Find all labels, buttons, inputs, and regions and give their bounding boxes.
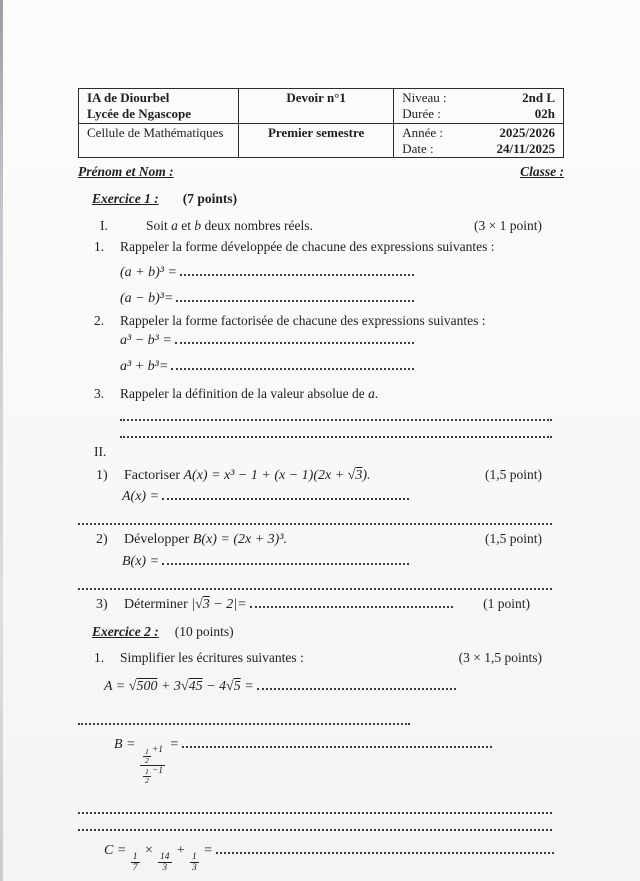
item-3-points: (1 point): [483, 596, 530, 612]
formula-a3-plus-b3-expr: a³ + b³=: [120, 359, 169, 375]
ex2-question-1-text: Simplifier les écritures suivantes :: [120, 649, 304, 665]
meta-duree-label: Durée :: [402, 105, 441, 121]
exam-title-cell: [239, 89, 394, 124]
question-3-number: 3.: [94, 385, 105, 401]
exercise1-points: (7 points): [182, 190, 238, 206]
meta-niveau: [402, 90, 555, 106]
formula-a-plus-b-cube-expr: (a + b)³ =: [120, 264, 177, 280]
answer-blank: [176, 289, 414, 302]
item-1-line: [96, 466, 564, 485]
formula-C: [104, 841, 564, 872]
answer-blank: [180, 263, 414, 276]
exercise1-heading: [92, 190, 564, 208]
item-2-line: [96, 530, 564, 549]
formula-a-minus-b-cube-expr: (a − b)³=: [120, 291, 174, 307]
name-label: Prénom et Nom :: [78, 164, 174, 180]
part-I-intro: Soit a et b deux nombres réels.: [146, 217, 313, 233]
answer-blank: [78, 508, 552, 525]
item-2-number: 2): [96, 532, 108, 548]
class-label: Classe :: [520, 164, 564, 180]
meta-date-label: Date :: [402, 140, 434, 156]
item-1-statement: Factoriser A(x) = x³ − 1 + (x − 1)(2x + √3).: [124, 467, 371, 483]
school-name-line2: Lycée de Ngascope: [87, 105, 191, 121]
ex2-question-1-points: (3 × 1,5 points): [458, 649, 542, 665]
exam-header-table: [78, 88, 564, 158]
meta-duree: [402, 106, 555, 122]
formula-a3-plus-b3: [120, 357, 564, 376]
question-3-line: [94, 385, 564, 403]
semester-label: Premier semestre: [267, 124, 365, 140]
meta-date-value: 24/11/2025: [496, 140, 555, 156]
item-3-line: [96, 595, 564, 614]
answer-blank: [162, 552, 409, 565]
meta-duree-value: 02h: [534, 105, 555, 121]
formula-A: [104, 676, 564, 695]
answer-blank: [250, 595, 454, 608]
part-I-points: (3 × 1 point): [474, 217, 542, 233]
formula-a-plus-b-cube: [120, 263, 564, 282]
answer-blank: [78, 573, 552, 590]
answer-blank: [78, 814, 552, 831]
ex2-question-1-line: [94, 649, 564, 667]
answer-blank: [120, 404, 552, 421]
answer-blank: [257, 676, 456, 689]
item-2-answer-line: [122, 552, 564, 571]
formula-a-minus-b-cube: [120, 289, 564, 308]
item-1-number: 1): [96, 467, 108, 483]
question-2-number: 2.: [94, 313, 105, 329]
item-2-points: (1,5 point): [485, 531, 542, 547]
header-row-1: [79, 89, 564, 124]
question-3-text: Rappeler la définition de la valeur absolue de a.: [120, 385, 379, 401]
meta-annee-value: 2025/2026: [499, 124, 555, 140]
school-name-line1: IA de Diourbel: [87, 90, 170, 105]
meta-annee: [402, 125, 555, 141]
answer-blank: [78, 708, 410, 725]
part-I-numeral: I.: [100, 217, 108, 233]
meta-niveau-label: Niveau :: [402, 90, 447, 105]
meta-annee-label: Année :: [402, 124, 444, 140]
item-3-statement: Déterminer |√3 − 2|=: [124, 597, 247, 613]
item-2-answer-label: B(x) =: [122, 553, 160, 569]
answer-blank: [175, 331, 414, 344]
part-II-line: [94, 443, 564, 461]
photo-edge-shadow: [0, 0, 3, 881]
answer-blank: [162, 487, 409, 500]
item-1-answer-line: [122, 487, 564, 506]
answer-blank: [182, 735, 492, 748]
answer-blank: [78, 797, 552, 814]
question-1-number: 1.: [94, 239, 105, 255]
question-1-text: Rappeler la forme développée de chacune des expressions suivantes :: [120, 239, 495, 255]
formula-a3-minus-b3: [120, 331, 564, 350]
answer-blank: [216, 841, 554, 854]
formula-A-expr: A = √500 + 3√45 − 4√5 =: [104, 678, 254, 694]
cell-math-cell: [79, 123, 239, 158]
meta-date: [402, 141, 555, 157]
part-I-line: [100, 217, 564, 235]
meta-niveau-value: 2nd L: [522, 90, 555, 105]
school-cell: [79, 89, 239, 124]
ex2-question-1-number: 1.: [94, 649, 105, 665]
item-1-answer-label: A(x) =: [122, 489, 160, 505]
identity-line: [78, 163, 564, 181]
item-1-points: (1,5 point): [485, 466, 542, 482]
item-3-number: 3): [96, 597, 108, 613]
item-2-statement: Développer B(x) = (2x + 3)³.: [124, 532, 288, 548]
question-1-line: [94, 238, 564, 256]
question-2-line: [94, 312, 564, 330]
formula-C-expr: C = $\frac{1}{7}$ × $\frac{14}{3}$ + $\frac{1}{3}$ =: [104, 843, 213, 873]
semester-cell: [239, 123, 394, 158]
answer-blank: [171, 357, 414, 370]
meta-cell-1: [394, 89, 564, 124]
cell-math-label: Cellule de Mathématiques: [87, 124, 224, 140]
exercise2-title: Exercice 2 :: [92, 624, 159, 640]
meta-cell-2: [394, 123, 564, 158]
exercise2-heading: [92, 623, 564, 641]
formula-B: [114, 735, 564, 785]
answer-blank: [120, 421, 552, 438]
exercise2-points: (10 points): [174, 624, 234, 640]
part-II-numeral: II.: [94, 444, 107, 460]
exercise1-title: Exercice 1 :: [92, 190, 159, 206]
question-2-text: Rappeler la forme factorisée de chacune des expressions suivantes :: [120, 313, 486, 329]
formula-a3-minus-b3-expr: a³ − b³ =: [120, 333, 172, 349]
exam-title: Devoir n°1: [286, 90, 346, 105]
header-row-2: [79, 123, 564, 158]
formula-B-expr: B = $\frac{1}{2}$ +1 $\frac{1}{2}$ −1 =: [114, 736, 179, 786]
